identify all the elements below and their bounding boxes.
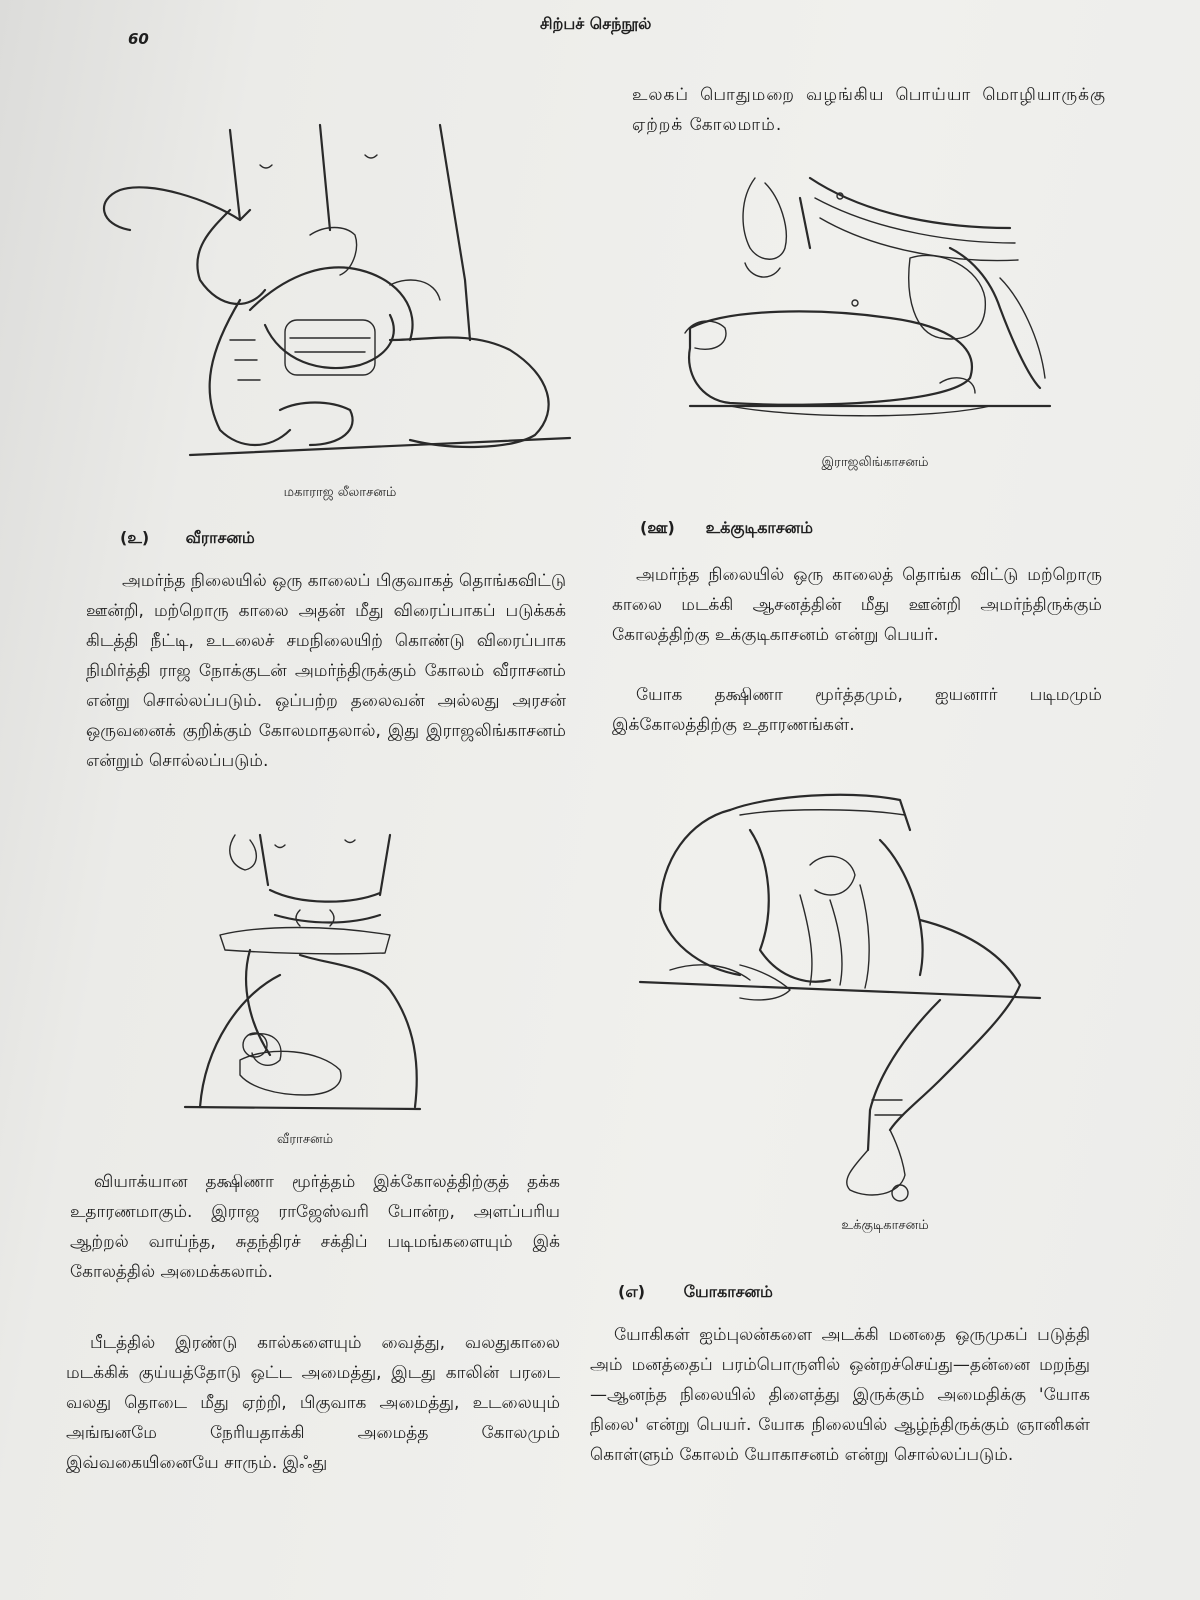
section-heading-veerasanam — [120, 528, 255, 549]
section-marker: (உ) — [120, 528, 150, 547]
paragraph-right-top: உலகப் பொதுமறை வழங்கிய பொய்யா மொழியாருக்கு ஏற்றக் கோலமாம். — [632, 85, 1106, 135]
section-title: வீராசனம் — [185, 528, 255, 547]
section-title: உக்குடிகாசனம் — [705, 518, 814, 537]
paragraph-veerasanam-variant: பீடத்தில் இரண்டு கால்களையும் வைத்து, வலதுகாலை மடக்கிக் குய்யத்தோடு ஒட்ட அமைத்து, இடது காலின் பரடை வலது தொடை மீது ஏற்றி, பிகுவாக அமைத்து, உடலையும் அங்ஙனமே நேரியதாக்கி அமைத்த கோலமும் இவ்வகையினையே சாரும். இஃது — [66, 1333, 560, 1473]
figure-caption-ukkudikasanam: உக்குடிகாசனம் — [841, 1218, 929, 1233]
section-title: யோகாசனம் — [683, 1282, 773, 1301]
section-marker: (ஊ) — [640, 518, 675, 537]
paragraph-ukkudikasanam-definition: அமர்ந்த நிலையில் ஒரு காலைத் தொங்க விட்டு மற்றொரு காலை மடக்கி ஆசனத்தின் மீது ஊன்றி அமர்ந்திருக்கும் கோலத்திற்கு உக்குடிகாசனம் என்று பெயர். — [612, 565, 1102, 645]
figure-caption-veerasanam: வீராசனம் — [276, 1132, 334, 1147]
ukkudikasanam-illustration — [640, 770, 1050, 1210]
rajalingasanam-illustration — [670, 168, 1080, 428]
paragraph-ukkudikasanam-examples: யோக தக்ஷிணா மூர்த்தமும், ஐயனார் படிமமும் இக்கோலத்திற்கு உதாரணங்கள். — [612, 685, 1102, 735]
figure-caption-rajalingasanam: இராஜலிங்காசனம் — [821, 455, 929, 470]
section-heading-yogasanam — [618, 1282, 773, 1303]
section-marker: (எ) — [618, 1282, 646, 1301]
paragraph-yogasanam-definition: யோகிகள் ஐம்புலன்களை அடக்கி மனதை ஒருமுகப் படுத்தி அம் மனத்தைப் பரம்பொருளில் ஒன்றச்செய்து—தன்னை மறந்து—ஆனந்த நிலையில் திளைத்து இருக்கும் அமைதிக்கு 'யோக நிலை' என்று பெயர். யோக நிலையில் ஆழ்ந்திருக்கும் ஞானிகள் கொள்ளும் கோலம் யோகாசனம் என்று சொல்லப்படும். — [590, 1325, 1090, 1465]
figure-caption-maharaja-leelasanam: மகாராஜ லீலாசனம் — [283, 485, 397, 500]
paragraph-veerasanam-examples: வியாக்யான தக்ஷிணா மூர்த்தம் இக்கோலத்திற்குத் தக்க உதாரணமாகும். இராஜ ராஜேஸ்வரி போன்ற, அளப்பரிய ஆற்றல் வாய்ந்த, சுதந்திரச் சக்திப் படிமங்களையும் இக் கோலத்தில் அமைக்கலாம். — [70, 1172, 560, 1282]
maharaja-leelasanam-illustration — [90, 110, 580, 470]
paragraph-veerasanam-definition: அமர்ந்த நிலையில் ஒரு காலைப் பிகுவாகத் தொங்கவிட்டு ஊன்றி, மற்றொரு காலை அதன் மீது விரைப்பாகப் படுக்கக் கிடத்தி நீட்டி, உடலைச் சமநிலையிற் கொண்டு விரைப்பாக நிமிர்த்தி ராஜ நோக்குடன் அமர்ந்திருக்கும் கோலம் வீராசனம் என்று சொல்லப்படும். ஒப்பற்ற தலைவன் அல்லது அரசன் ஒருவனைக் குறிக்கும் கோலமாதலால், இது இராஜலிங்காசனம் என்றும் சொல்லப்படும். — [86, 571, 566, 771]
page-number: 60 — [128, 30, 149, 48]
running-title: சிற்பச் செந்நூல் — [540, 14, 652, 33]
veerasanam-illustration — [180, 825, 430, 1115]
section-heading-ukkudikasanam — [640, 518, 813, 539]
